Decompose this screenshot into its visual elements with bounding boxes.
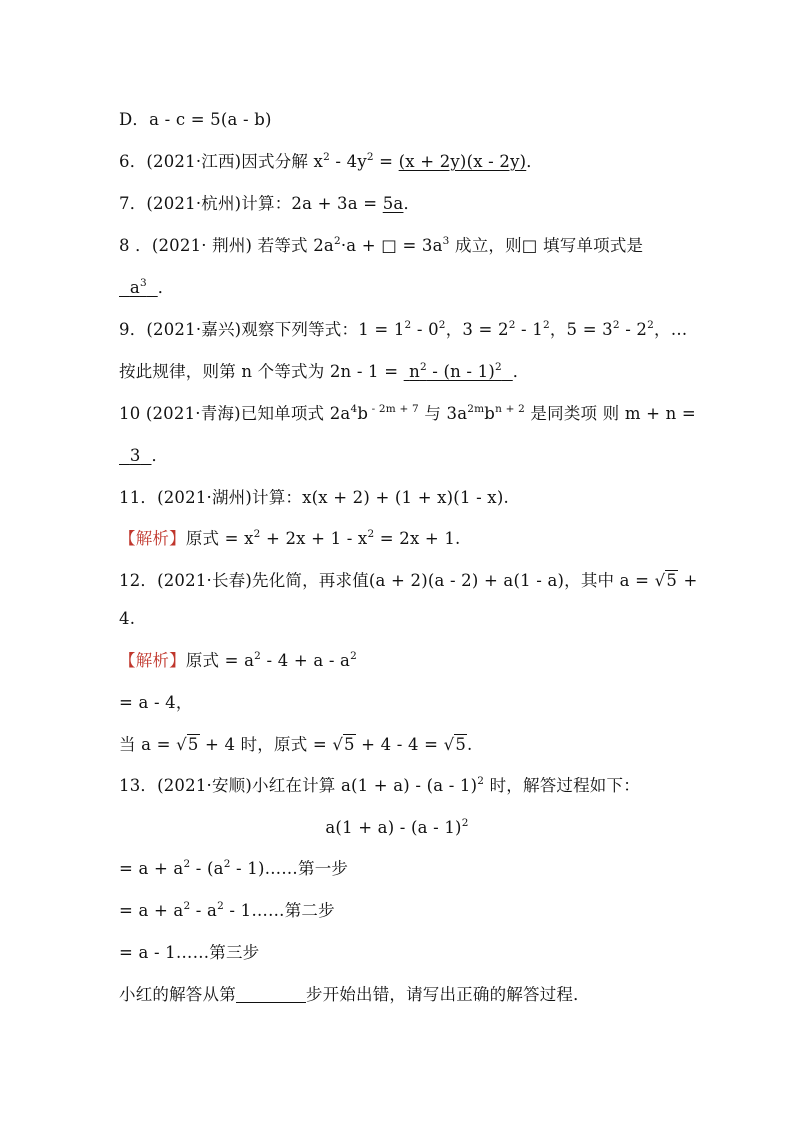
- question-13-prompt: 小红的解答从第 步开始出错，请写出正确的解答过程．: [119, 985, 590, 1004]
- sqrt-5: √5: [176, 735, 199, 754]
- question-11: 11．(2021·湖州)计算：x(x + 2) + (1 + x)(1 - x).: [119, 488, 509, 507]
- sqrt-5: √5: [332, 735, 355, 754]
- question-12-solution: 【解析】原式 = $a^2 - 4 + a - a^2$: [119, 649, 357, 670]
- question-13-expression: a(1 + a) - (a - 1)$^2$: [325, 816, 469, 837]
- question-13: 13．(2021·安顺)小红在计算 a(1 + a) - (a - 1)$^2$ 时，解答过程如下：: [119, 774, 640, 795]
- solution-tag: 【解析】: [119, 651, 186, 670]
- answer-blank[interactable]: [236, 984, 306, 1003]
- answer-8: $a^3$: [129, 276, 147, 297]
- question-13-step-3: = a - 1……第三步: [119, 943, 260, 962]
- question-10: 10 (2021·青海)已知单项式 $2a^4b$ $^{- 2m + 7}$ 与 $3a^{2m}b^{n + 2}$ 是同类项 则 m + n =: [119, 402, 696, 423]
- question-8: 8 ．(2021· 荆州) 若等式 $2a^2\cdot a$ + □ = $3a^3$ 成立，则□ 填写单项式是: [119, 234, 644, 255]
- question-12-line-2: 4.: [119, 609, 136, 628]
- answer-7: 5a: [382, 194, 404, 213]
- question-10-answer-line: 3 ．: [119, 444, 168, 468]
- question-12-step-3: 当 a = √5 + 4 时，原式 = √5 + 4 - 4 = √5.: [119, 733, 473, 757]
- question-8-answer-line: $a^3$ ．: [119, 276, 174, 300]
- solution-tag: 【解析】: [119, 529, 186, 548]
- question-12: 12．(2021·长春)先化简，再求值(a + 2)(a - 2) + a(1 - a)，其中 a = √5 +: [119, 569, 698, 593]
- sqrt-5: √5: [443, 735, 467, 754]
- answer-6: (x + 2y)(x - 2y): [398, 152, 527, 171]
- option-d: D．a - c = 5(a - b): [119, 110, 272, 129]
- question-9-line-2: 按此规律，则第 n 个等式为 $2n - 1 = n^2 - (n - 1)^2$ ．: [119, 360, 530, 381]
- question-13-step-2: = $a + a^2 - a^2$ - 1……第二步: [119, 899, 335, 920]
- answer-10: 3: [129, 446, 141, 465]
- question-11-solution: 【解析】原式 = $x^2 + 2x + 1 - x^2 = 2x + 1$.: [119, 527, 461, 548]
- answer-9: $n^2 - (n - 1)^2$: [409, 360, 502, 381]
- question-13-step-1: = $a + a^2 - (a^2$ - 1)……第一步: [119, 857, 349, 878]
- question-9: 9．(2021·嘉兴)观察下列等式：$1 = 1^2 - 0^2$，$3 = 2^2 - 1^2$，$5 = 3^2 - 2^2$，…: [119, 318, 688, 339]
- question-6: 6．(2021·江西)因式分解 $x^2 - 4y^2 = (x + 2y)(x - 2y)$．: [119, 150, 543, 171]
- sqrt-5: √5: [654, 571, 678, 590]
- question-7: 7．(2021·杭州)计算：2a + 3a = 5a．: [119, 194, 421, 213]
- question-12-step-2: = a - 4，: [119, 693, 193, 712]
